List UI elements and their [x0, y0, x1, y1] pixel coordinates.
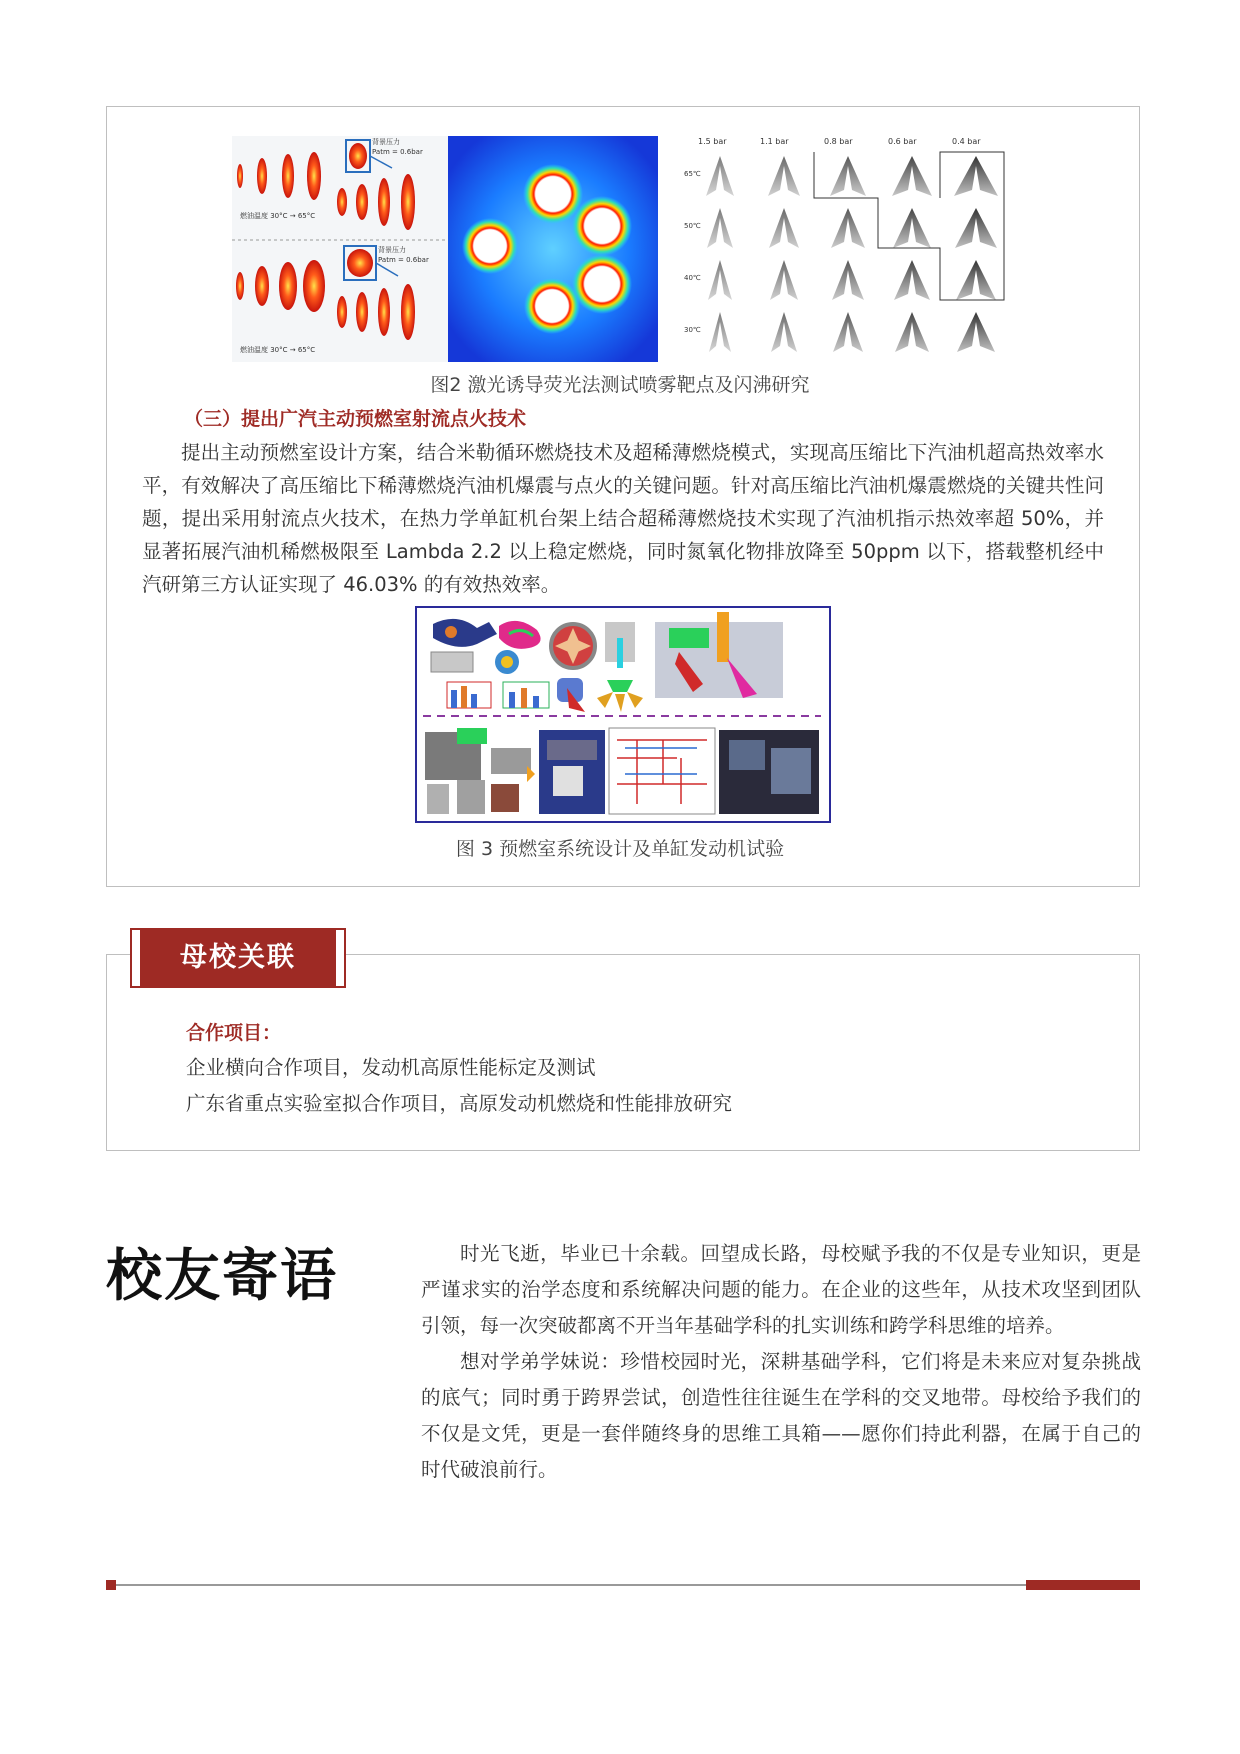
- alumni-message-body: [421, 1236, 1141, 1488]
- footer-rule: [106, 1584, 1140, 1586]
- spray-cell: [892, 156, 932, 196]
- col-label-1: 1.5 bar: [698, 137, 727, 146]
- spray-cell: [893, 208, 931, 248]
- design-images: [431, 612, 783, 712]
- project-item-1: 企业横向合作项目，发动机高原性能标定及测试: [186, 1056, 596, 1079]
- row-label-4: 30℃: [684, 326, 701, 334]
- spray-cell: [894, 260, 930, 300]
- col-label-2: 1.1 bar: [760, 137, 789, 146]
- spray-cell: [954, 156, 998, 196]
- spray-cell: [708, 260, 732, 300]
- lif-target-image: [448, 136, 658, 362]
- spray-cell: [709, 312, 731, 352]
- top-pressure-label: 背景压力: [372, 138, 400, 146]
- row-label-2: 50℃: [684, 222, 701, 230]
- spray-cell: [771, 312, 797, 352]
- row-label-3: 40℃: [684, 274, 701, 282]
- alumni-paragraph-1: 时光飞逝，毕业已十余载。回望成长路，母校赋予我的不仅是专业知识，更是严谨求实的治学态度和系统解决问题的能力。在企业的这些年，从技术攻坚到团队引领，每一次突破都离不开当年基础学科的扎实训练和跨学科思维的培养。: [421, 1242, 1141, 1337]
- figure-2: [232, 136, 1018, 362]
- spray-cell: [895, 312, 929, 352]
- test-bench-images: [425, 728, 819, 814]
- spray-cell: [770, 260, 798, 300]
- spray-cell: [833, 312, 863, 352]
- spray-cell: [956, 260, 996, 300]
- spray-evolution-image: [232, 136, 448, 362]
- figure-2-caption: 图2 激光诱导荧光法测试喷雾靶点及闪沸研究: [430, 374, 810, 396]
- alumni-message-title: 校友寄语: [106, 1244, 338, 1309]
- col-label-3: 0.8 bar: [824, 137, 853, 146]
- footer-square: [106, 1580, 116, 1590]
- col-label-4: 0.6 bar: [888, 137, 917, 146]
- bottom-temp-range: 燃油温度 30°C → 65°C: [240, 346, 316, 354]
- top-pressure-value: Patm = 0.6bar: [372, 148, 423, 156]
- top-temp-range: 燃油温度 30°C → 65°C: [240, 212, 316, 220]
- alumni-paragraph-2: 想对学弟学妹说：珍惜校园时光，深耕基础学科，它们将是未来应对复杂挑战的底气；同时勇于跨界尝试，创造性往往诞生在学科的交叉地带。母校给予我们的不仅是文凭，更是一套伴随终身的思维工具箱——愿你们持此利器，在属于自己的时代破浪前行。: [421, 1350, 1141, 1481]
- figure-3-caption: 图 3 预燃室系统设计及单缸发动机试验: [455, 838, 785, 860]
- bottom-pressure-label: 背景压力: [378, 246, 406, 254]
- bottom-pressure-value: Patm = 0.6bar: [378, 256, 429, 264]
- spray-cell: [769, 208, 799, 248]
- section-3-title: （三）提出广汽主动预燃室射流点火技术: [184, 408, 527, 430]
- spray-cell: [831, 208, 865, 248]
- spray-cell: [707, 208, 733, 248]
- spray-cell: [957, 312, 995, 352]
- figure-3: [415, 606, 831, 823]
- spray-cell: [830, 156, 866, 196]
- alma-mater-banner-text: 母校关联: [140, 930, 336, 986]
- project-item-2: 广东省重点实验室拟合作项目，高原发动机燃烧和性能排放研究: [186, 1092, 733, 1115]
- col-label-5: 0.4 bar: [952, 137, 981, 146]
- cooperation-label: 合作项目：: [186, 1022, 282, 1044]
- flash-boiling-grid: [684, 136, 1018, 362]
- row-label-1: 65℃: [684, 170, 701, 178]
- section-3-paragraph: 提出主动预燃室设计方案，结合米勒循环燃烧技术及超稀薄燃烧模式，实现高压缩比下汽油机超高热效率水平，有效解决了高压缩比下稀薄燃烧汽油机爆震与点火的关键问题。针对高压缩比汽油机爆震燃烧的关键共性问题，提出采用射流点火技术，在热力学单缸机台架上结合超稀薄燃烧技术实现了汽油机指示热效率超 50%，并显著拓展汽油机稀燃极限至 Lambda 2.2 以上稳定燃烧，同时氮氧化物排放降至 50ppm 以下，搭载整机经中汽研第三方认证实现了 46.03% 的有效热效率。: [142, 441, 1104, 596]
- spray-cell: [955, 208, 997, 248]
- spray-cell: [832, 260, 864, 300]
- alma-mater-banner: [130, 928, 346, 988]
- footer-bar: [1026, 1580, 1140, 1590]
- spray-cell: [706, 156, 734, 196]
- spray-cell: [768, 156, 800, 196]
- spray-cells: [706, 156, 998, 352]
